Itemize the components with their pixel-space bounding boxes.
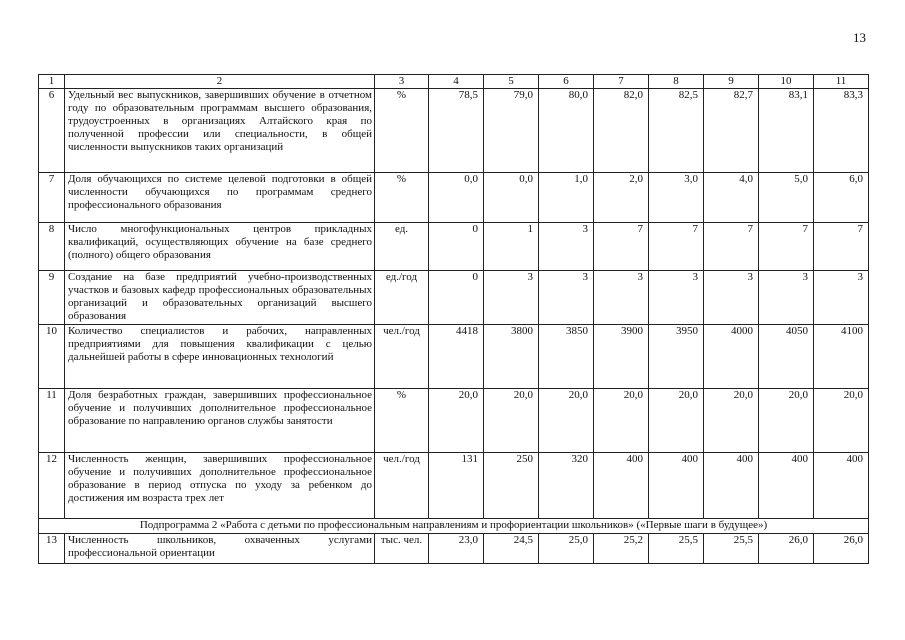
value-cell: 7 — [649, 223, 704, 271]
unit-of-measure: % — [375, 173, 429, 223]
value-cell: 3 — [759, 271, 814, 325]
table-row — [39, 453, 869, 519]
value-cell: 320 — [539, 453, 594, 519]
indicator-name: Доля безработных граждан, завершивших профессиональное обучение и получивших дополнительное профессиональное образование по направлению органов службы занятости — [65, 389, 375, 453]
indicator-name: Число многофункциональных центров прикладных квалификаций, осуществляющих обучение на базе среднего (полного) общего образования — [65, 223, 375, 271]
value-cell: 83,1 — [759, 89, 814, 173]
value-cell: 79,0 — [484, 89, 539, 173]
value-cell: 23,0 — [429, 534, 484, 564]
value-cell: 4050 — [759, 325, 814, 389]
header-cell: 4 — [429, 75, 484, 89]
page-number: 13 — [853, 30, 866, 45]
value-cell: 25,5 — [649, 534, 704, 564]
value-cell: 26,0 — [759, 534, 814, 564]
row-number: 9 — [39, 271, 65, 325]
value-cell: 2,0 — [594, 173, 649, 223]
header-cell: 8 — [649, 75, 704, 89]
value-cell: 400 — [649, 453, 704, 519]
subprogram-row — [39, 519, 869, 534]
table-row — [39, 271, 869, 325]
table-row — [39, 89, 869, 173]
value-cell: 20,0 — [704, 389, 759, 453]
header-cell: 3 — [375, 75, 429, 89]
value-cell: 7 — [759, 223, 814, 271]
unit-of-measure: тыс. чел. — [375, 534, 429, 564]
unit-of-measure: % — [375, 89, 429, 173]
unit-of-measure: чел./год — [375, 325, 429, 389]
header-cell: 5 — [484, 75, 539, 89]
value-cell: 82,0 — [594, 89, 649, 173]
value-cell: 80,0 — [539, 89, 594, 173]
header-cell: 6 — [539, 75, 594, 89]
header-cell: 7 — [594, 75, 649, 89]
value-cell: 25,5 — [704, 534, 759, 564]
value-cell: 0 — [429, 271, 484, 325]
value-cell: 6,0 — [814, 173, 869, 223]
value-cell: 4418 — [429, 325, 484, 389]
table-row — [39, 534, 869, 564]
value-cell: 20,0 — [814, 389, 869, 453]
indicator-name: Создание на базе предприятий учебно-производственных участков и базовых кафедр профессиональных образовательных организаций и образовательных организаций высшего образования — [65, 271, 375, 325]
value-cell: 3 — [539, 271, 594, 325]
header-cell: 2 — [65, 75, 375, 89]
value-cell: 250 — [484, 453, 539, 519]
value-cell: 3 — [704, 271, 759, 325]
value-cell: 20,0 — [539, 389, 594, 453]
unit-of-measure: % — [375, 389, 429, 453]
indicator-name: Численность школьников, охваченных услугами профессиональной ориентации — [65, 534, 375, 564]
row-number: 12 — [39, 453, 65, 519]
table-row — [39, 173, 869, 223]
header-row — [39, 75, 869, 89]
value-cell: 82,7 — [704, 89, 759, 173]
value-cell: 400 — [814, 453, 869, 519]
value-cell: 7 — [814, 223, 869, 271]
table-row — [39, 325, 869, 389]
value-cell: 20,0 — [759, 389, 814, 453]
value-cell: 3800 — [484, 325, 539, 389]
value-cell: 20,0 — [649, 389, 704, 453]
unit-of-measure: ед./год — [375, 271, 429, 325]
value-cell: 0,0 — [429, 173, 484, 223]
value-cell: 78,5 — [429, 89, 484, 173]
value-cell: 3 — [539, 223, 594, 271]
value-cell: 400 — [594, 453, 649, 519]
indicators-table — [38, 74, 869, 564]
value-cell: 0,0 — [484, 173, 539, 223]
value-cell: 5,0 — [759, 173, 814, 223]
value-cell: 4000 — [704, 325, 759, 389]
row-number: 8 — [39, 223, 65, 271]
value-cell: 131 — [429, 453, 484, 519]
value-cell: 1,0 — [539, 173, 594, 223]
value-cell: 3 — [649, 271, 704, 325]
unit-of-measure: чел./год — [375, 453, 429, 519]
value-cell: 26,0 — [814, 534, 869, 564]
table-row — [39, 389, 869, 453]
row-number: 13 — [39, 534, 65, 564]
value-cell: 7 — [594, 223, 649, 271]
value-cell: 25,0 — [539, 534, 594, 564]
value-cell: 4100 — [814, 325, 869, 389]
value-cell: 3900 — [594, 325, 649, 389]
table-row — [39, 223, 869, 271]
indicator-name: Удельный вес выпускников, завершивших обучение в отчетном году по образовательным программам высшего образования, трудоустроенных в организациях Алтайского края по полученной профессии или специальности, в общей численности выпускников таких организаций — [65, 89, 375, 173]
value-cell: 3850 — [539, 325, 594, 389]
header-cell: 10 — [759, 75, 814, 89]
value-cell: 25,2 — [594, 534, 649, 564]
value-cell: 3950 — [649, 325, 704, 389]
value-cell: 3 — [484, 271, 539, 325]
value-cell: 3 — [814, 271, 869, 325]
header-cell: 11 — [814, 75, 869, 89]
value-cell: 1 — [484, 223, 539, 271]
row-number: 6 — [39, 89, 65, 173]
value-cell: 20,0 — [594, 389, 649, 453]
value-cell: 400 — [704, 453, 759, 519]
value-cell: 7 — [704, 223, 759, 271]
unit-of-measure: ед. — [375, 223, 429, 271]
value-cell: 20,0 — [429, 389, 484, 453]
value-cell: 4,0 — [704, 173, 759, 223]
row-number: 7 — [39, 173, 65, 223]
header-cell: 1 — [39, 75, 65, 89]
value-cell: 20,0 — [484, 389, 539, 453]
indicator-name: Численность женщин, завершивших профессиональное обучение и получивших дополнительное профессиональное образование в период отпуска по уходу за ребенком до достижения им возраста трех лет — [65, 453, 375, 519]
row-number: 10 — [39, 325, 65, 389]
header-cell: 9 — [704, 75, 759, 89]
value-cell: 3,0 — [649, 173, 704, 223]
indicator-name: Доля обучающихся по системе целевой подготовки в общей численности обучающихся по программам среднего профессионального образования — [65, 173, 375, 223]
row-number: 11 — [39, 389, 65, 453]
subprogram-title: Подпрограмма 2 «Работа с детьми по профессиональным направлениям и профориентации школьников» («Первые шаги в будущее») — [39, 519, 869, 534]
value-cell: 400 — [759, 453, 814, 519]
value-cell: 0 — [429, 223, 484, 271]
value-cell: 82,5 — [649, 89, 704, 173]
value-cell: 24,5 — [484, 534, 539, 564]
value-cell: 3 — [594, 271, 649, 325]
indicator-name: Количество специалистов и рабочих, направленных предприятиями для повышения квалификации с целью дальнейшей работы в сфере инновационных технологий — [65, 325, 375, 389]
value-cell: 83,3 — [814, 89, 869, 173]
